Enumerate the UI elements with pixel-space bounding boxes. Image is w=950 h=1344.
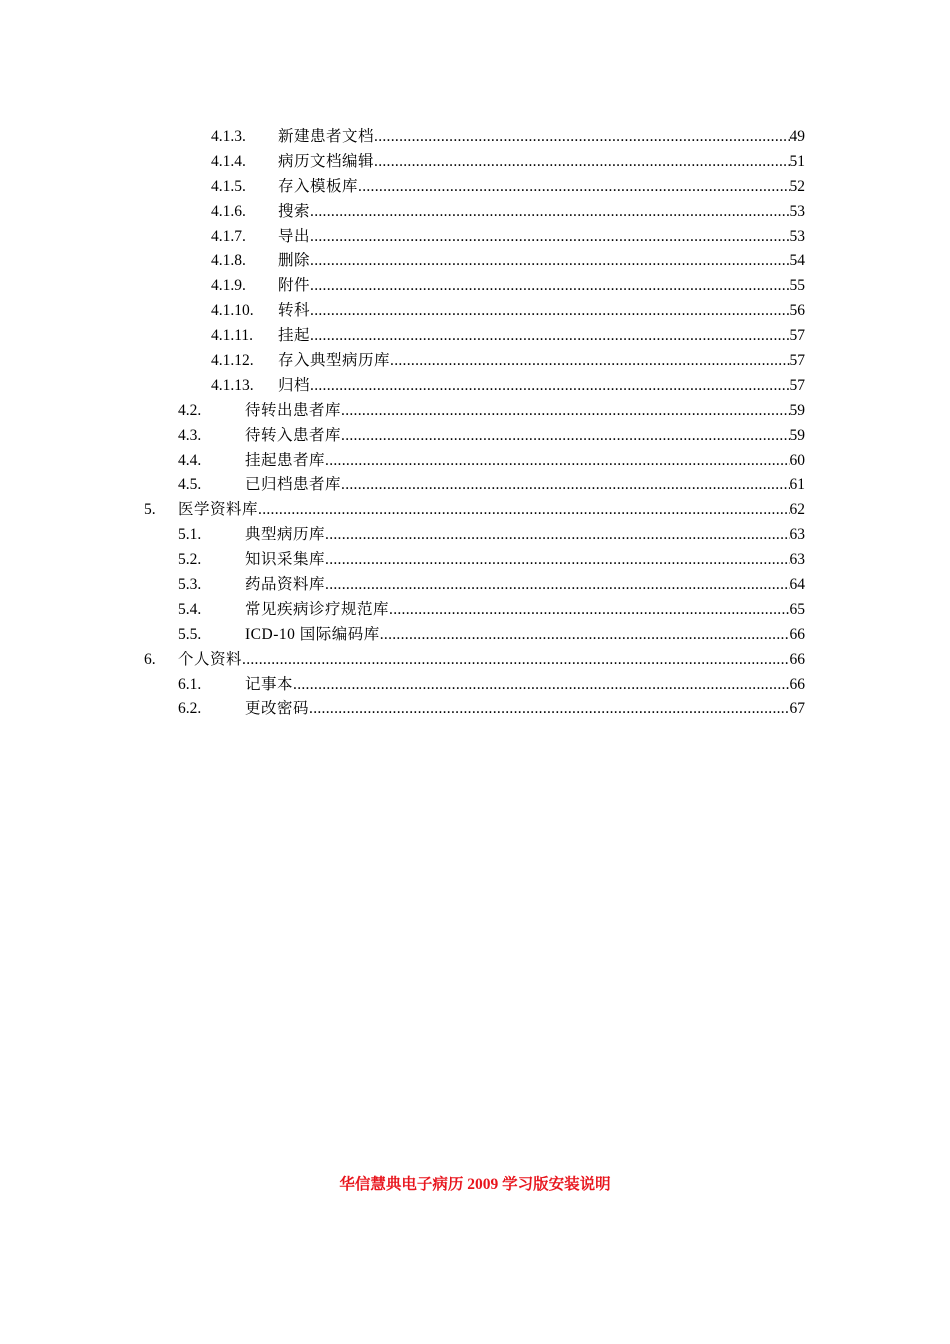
toc-entry-page-number: 60 xyxy=(789,451,805,469)
toc-entry-body xyxy=(278,274,805,299)
toc-entry-page-number: 53 xyxy=(789,227,805,245)
toc-entry-title: 搜索 xyxy=(278,202,311,220)
toc-entry[interactable] xyxy=(0,424,950,449)
toc-entry-number: 6.2. xyxy=(178,700,202,718)
toc-entry-page-number: 62 xyxy=(789,501,805,519)
toc-entry[interactable] xyxy=(0,548,950,573)
toc-entry-body xyxy=(278,349,805,374)
toc-entry-page-number: 63 xyxy=(789,526,805,544)
toc-entry[interactable] xyxy=(0,299,950,324)
toc-entry-page-number: 53 xyxy=(789,202,805,220)
toc-dot-leader xyxy=(325,449,789,474)
toc-entry-title: 待转入患者库 xyxy=(245,426,342,444)
toc-entry-number: 4.5. xyxy=(178,476,202,494)
toc-dot-leader xyxy=(310,324,789,349)
toc-entry-title: 知识采集库 xyxy=(245,551,326,569)
toc-entry-body xyxy=(245,573,805,598)
toc-entry-number: 4.4. xyxy=(178,451,202,469)
toc-entry-body xyxy=(245,424,805,449)
toc-entry[interactable] xyxy=(0,523,950,548)
toc-entry-page-number: 64 xyxy=(789,576,805,594)
toc-entry-body xyxy=(278,324,805,349)
toc-entry-number: 4.3. xyxy=(178,426,202,444)
toc-entry-number: 6.1. xyxy=(178,675,202,693)
toc-entry-page-number: 66 xyxy=(789,650,805,668)
toc-entry-title: 病历文档编辑 xyxy=(278,152,375,170)
toc-entry[interactable] xyxy=(0,175,950,200)
document-footer: 华信慧典电子病历 2009 学习版安装说明 xyxy=(339,1176,611,1193)
toc-entry-page-number: 56 xyxy=(789,302,805,320)
table-of-contents xyxy=(0,125,950,722)
toc-entry-number: 4.1.4. xyxy=(211,152,246,170)
toc-entry-body xyxy=(245,449,805,474)
toc-entry-number: 4.1.6. xyxy=(211,202,246,220)
toc-entry-body xyxy=(278,225,805,250)
toc-entry-number: 4.1.3. xyxy=(211,128,246,145)
toc-entry-page-number: 54 xyxy=(789,252,805,270)
toc-entry-number: 5.5. xyxy=(178,625,202,643)
toc-entry-number: 5.4. xyxy=(178,600,202,618)
toc-entry-body xyxy=(245,598,805,623)
toc-entry-title: 待转出患者库 xyxy=(245,401,342,419)
toc-dot-leader xyxy=(310,200,789,225)
toc-entry[interactable] xyxy=(0,150,950,175)
toc-entry-body xyxy=(278,200,805,225)
toc-entry[interactable] xyxy=(0,249,950,274)
toc-entry-title: 存入典型病历库 xyxy=(278,352,391,370)
toc-entry-body xyxy=(278,374,805,399)
toc-entry-number: 4.1.13. xyxy=(211,376,254,394)
toc-entry[interactable] xyxy=(0,598,950,623)
toc-entry-title: 归档 xyxy=(278,376,311,394)
toc-entry-body xyxy=(278,125,805,150)
toc-entry-number: 4.2. xyxy=(178,401,202,419)
toc-entry-title: 药品资料库 xyxy=(245,576,326,594)
toc-dot-leader xyxy=(374,125,789,150)
toc-entry-title: 转科 xyxy=(278,302,311,320)
toc-entry-title: 存入模板库 xyxy=(278,177,359,195)
toc-entry-number: 4.1.12. xyxy=(211,352,254,370)
toc-entry-body xyxy=(178,648,805,673)
toc-entry[interactable] xyxy=(0,274,950,299)
toc-entry[interactable] xyxy=(0,498,950,523)
toc-entry-number: 6. xyxy=(144,650,156,668)
toc-dot-leader xyxy=(374,150,789,175)
toc-entry-body xyxy=(245,473,805,498)
toc-entry[interactable] xyxy=(0,473,950,498)
toc-entry-title: 导出 xyxy=(278,227,311,245)
toc-entry-page-number: 61 xyxy=(789,476,805,494)
toc-entry-number: 5.3. xyxy=(178,576,202,594)
toc-entry-title: 医学资料库 xyxy=(178,501,259,519)
toc-entry-title: 挂起患者库 xyxy=(245,451,326,469)
toc-dot-leader xyxy=(310,274,789,299)
toc-entry[interactable] xyxy=(0,324,950,349)
toc-dot-leader xyxy=(293,673,789,698)
toc-entry-body xyxy=(245,399,805,424)
toc-entry-page-number: 63 xyxy=(789,551,805,569)
toc-dot-leader xyxy=(325,573,789,598)
toc-dot-leader xyxy=(390,349,789,374)
toc-entry-title: 典型病历库 xyxy=(245,526,326,544)
toc-entry-title: 更改密码 xyxy=(245,700,310,718)
toc-entry-page-number: 51 xyxy=(789,152,805,170)
toc-entry-page-number: 57 xyxy=(789,376,805,394)
toc-dot-leader xyxy=(242,648,789,673)
toc-entry-title: 已归档患者库 xyxy=(245,476,342,494)
toc-entry-body xyxy=(278,150,805,175)
toc-dot-leader xyxy=(258,498,789,523)
toc-entry-page-number: 65 xyxy=(789,600,805,618)
toc-dot-leader xyxy=(341,473,789,498)
toc-entry-number: 4.1.9. xyxy=(211,277,246,295)
toc-dot-leader xyxy=(389,598,789,623)
toc-dot-leader xyxy=(310,374,789,399)
toc-entry-title: 个人资料 xyxy=(178,650,243,668)
toc-entry-number: 4.1.11. xyxy=(211,327,254,345)
toc-entry[interactable] xyxy=(0,200,950,225)
toc-entry-page-number: 55 xyxy=(789,277,805,295)
toc-dot-leader xyxy=(341,424,789,449)
toc-entry-number: 4.1.5. xyxy=(211,177,246,195)
toc-dot-leader xyxy=(325,523,789,548)
toc-entry-title: 常见疾病诊疗规范库 xyxy=(245,600,390,618)
toc-entry-page-number: 66 xyxy=(789,675,805,693)
toc-entry-body xyxy=(245,623,805,648)
toc-entry-body xyxy=(245,697,805,722)
toc-entry[interactable] xyxy=(0,399,950,424)
toc-entry-page-number: 59 xyxy=(789,426,805,444)
toc-entry-page-number: 49 xyxy=(789,128,805,145)
toc-dot-leader xyxy=(310,225,789,250)
toc-entry-page-number: 57 xyxy=(789,352,805,370)
toc-entry-body xyxy=(245,673,805,698)
toc-entry-title: 新建患者文档 xyxy=(278,128,375,145)
toc-entry-body xyxy=(245,523,805,548)
toc-entry[interactable] xyxy=(0,573,950,598)
toc-entry-page-number: 59 xyxy=(789,401,805,419)
toc-entry[interactable] xyxy=(0,697,950,722)
toc-entry-page-number: 57 xyxy=(789,327,805,345)
toc-entry-title: 删除 xyxy=(278,252,311,270)
toc-entry-body xyxy=(245,548,805,573)
toc-entry-page-number: 67 xyxy=(789,700,805,718)
toc-entry-body xyxy=(278,175,805,200)
toc-entry-number: 5. xyxy=(144,501,156,519)
toc-entry-title: 附件 xyxy=(278,277,311,295)
toc-dot-leader xyxy=(309,697,789,722)
toc-entry-number: 4.1.7. xyxy=(211,227,246,245)
toc-entry[interactable] xyxy=(0,125,950,150)
toc-entry[interactable] xyxy=(0,349,950,374)
toc-entry-body xyxy=(178,498,805,523)
toc-entry[interactable] xyxy=(0,673,950,698)
toc-entry-number: 4.1.10. xyxy=(211,302,254,320)
toc-entry[interactable] xyxy=(0,225,950,250)
toc-entry-page-number: 66 xyxy=(789,625,805,643)
toc-entry-page-number: 52 xyxy=(789,177,805,195)
toc-dot-leader xyxy=(310,249,789,274)
toc-dot-leader xyxy=(380,623,790,648)
toc-entry-body xyxy=(278,299,805,324)
toc-entry-number: 4.1.8. xyxy=(211,252,246,270)
toc-entry-number: 5.2. xyxy=(178,551,202,569)
toc-dot-leader xyxy=(310,299,789,324)
toc-entry-body xyxy=(278,249,805,274)
toc-entry[interactable] xyxy=(0,374,950,399)
toc-entry-title: 挂起 xyxy=(278,327,311,345)
toc-entry[interactable] xyxy=(0,449,950,474)
toc-entry[interactable] xyxy=(0,623,950,648)
toc-entry-title: ICD-10 国际编码库 xyxy=(245,625,380,643)
toc-entry[interactable] xyxy=(0,648,950,673)
toc-dot-leader xyxy=(358,175,789,200)
toc-dot-leader xyxy=(341,399,789,424)
toc-entry-number: 5.1. xyxy=(178,526,202,544)
toc-entry-title: 记事本 xyxy=(245,675,294,693)
toc-dot-leader xyxy=(325,548,789,573)
